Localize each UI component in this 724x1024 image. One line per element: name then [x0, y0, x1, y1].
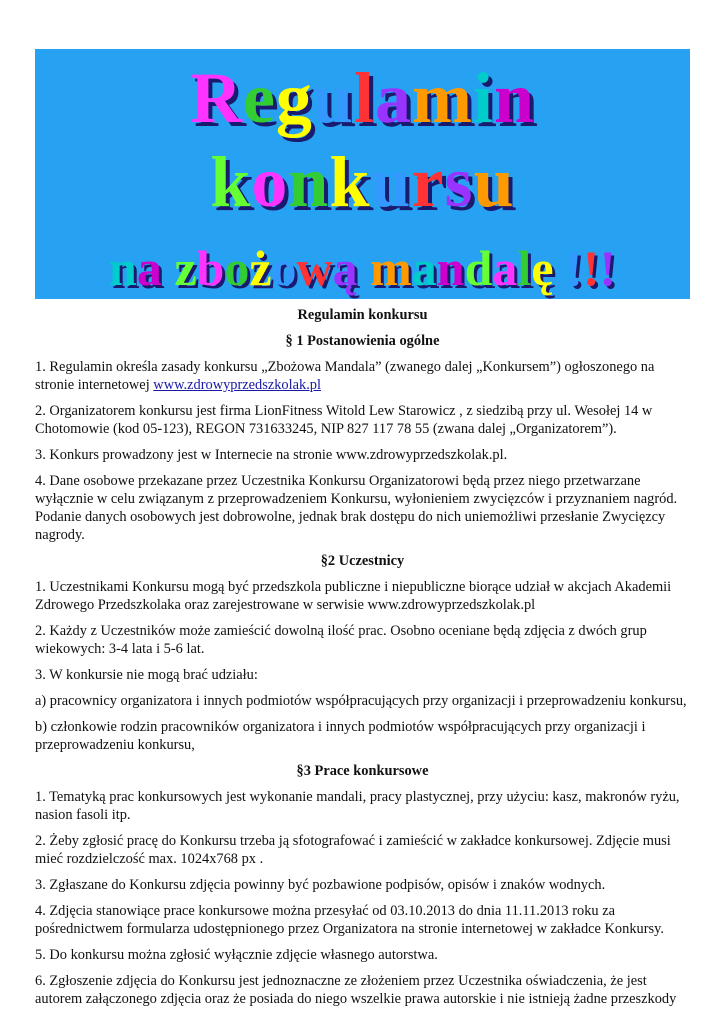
banner-title-line3 [35, 239, 690, 297]
section2-paragraph3: 3. W konkursie nie mogą brać udziału: [35, 667, 258, 683]
banner-title-text: konkursu [210, 142, 515, 222]
section2-paragraph2: 2. Każdy z Uczestników może zamieścić dowolną ilość prac. Osobno oceniane będą zdjęcia z dwóch grup wiekowych: 3-4 lata i 5-6 lat. [35, 623, 647, 657]
banner-title-text: na zbożową mandalę !!! [109, 240, 616, 296]
section1-paragraph1-text: 1. Regulamin określa zasady konkursu „Zbożowa Mandala” (zwanego dalej „Konkursem”) ogłoszonego na stronie internetowej [35, 359, 655, 393]
section1-paragraph1 [35, 358, 690, 394]
section3-paragraph4: 4. Zdjęcia stanowiące prace konkursowe można przesyłać od 03.10.2013 do dnia 11.11.2013 roku za pośrednictwem formularza udostępnionego przez Organizatora na stronie internetowej w zakładce Konkursy. [35, 903, 664, 937]
title-banner [35, 49, 690, 299]
section2-title: §2 Uczestnicy [320, 553, 405, 569]
document-heading: Regulamin konkursu [297, 307, 428, 323]
section3-paragraph5: 5. Do konkursu można zgłosić wyłącznie zdjęcie własnego autorstwa. [35, 947, 438, 963]
section3-paragraph3: 3. Zgłaszane do Konkursu zdjęcia powinny być pozbawione podpisów, opisów i znaków wodnych. [35, 877, 606, 893]
banner-title-line2 [35, 141, 690, 224]
section1-paragraph2: 2. Organizatorem konkursu jest firma LionFitness Witold Lew Starowicz , z siedzibą przy ul. Wesołej 14 w Chotomowie (kod 05-123), REGON 731633245, NIP 827 117 78 55 (zwana dalej „Organizatorem”). [35, 403, 653, 437]
banner-title-line1 [35, 57, 690, 140]
section2-item-a: a) pracownicy organizatora i innych podmiotów współpracujących przy organizacji i przeprowadzeniu konkursu, [35, 693, 687, 709]
section3-paragraph1: 1. Tematyką prac konkursowych jest wykonanie mandali, pracy plastycznej, przy użyciu: kasz, makronów ryżu, nasion fasoli itp. [35, 789, 680, 823]
banner-title-text: Regulamin [189, 58, 536, 138]
section1-title: § 1 Postanowienia ogólne [285, 333, 440, 349]
section1-paragraph4: 4. Dane osobowe przekazane przez Uczestnika Konkursu Organizatorowi będą przez niego przetwarzane wyłącznie w celu związanym z przeprowadzeniem Konkursu, wyłonieniem zwycięzców i przyznaniem nagród. Podanie danych osobowych jest dobrowolne, jednak brak dostępu do nich uniemożliwi przesłanie Zwycięzcy nagrody. [35, 473, 678, 543]
regulations-document [35, 306, 690, 1016]
section3-paragraph6: 6. Zgłoszenie zdjęcia do Konkursu jest jednoznaczne ze złożeniem przez Uczestnika oświadczenia, że jest autorem załączonego zdjęcia oraz że posiada do niego wszelkie prawa autorskie i nie istnieją żadne przeszkody [35, 973, 677, 1007]
section1-paragraph3: 3. Konkurs prowadzony jest w Internecie na stronie www.zdrowyprzedszkolak.pl. [35, 447, 508, 463]
section2-item-b: b) członkowie rodzin pracowników organizatora i innych podmiotów współpracujących przy organizacji i przeprowadzeniu konkursu, [35, 719, 646, 753]
section3-paragraph2: 2. Żeby zgłosić pracę do Konkursu trzeba ją sfotografować i zamieścić w zakładce konkursowej. Zdjęcie musi mieć rozdzielczość max. 1024x768 px . [35, 833, 671, 867]
website-link[interactable]: www.zdrowyprzedszkolak.pl [153, 377, 322, 393]
section2-paragraph1: 1. Uczestnikami Konkursu mogą być przedszkola publiczne i niepubliczne biorące udział w akcjach Akademii Zdrowego Przedszkolaka oraz zarejestrowane w serwisie www.zdrowyprzedszkolak.pl [35, 579, 672, 613]
section3-title: §3 Prace konkursowe [296, 763, 429, 779]
